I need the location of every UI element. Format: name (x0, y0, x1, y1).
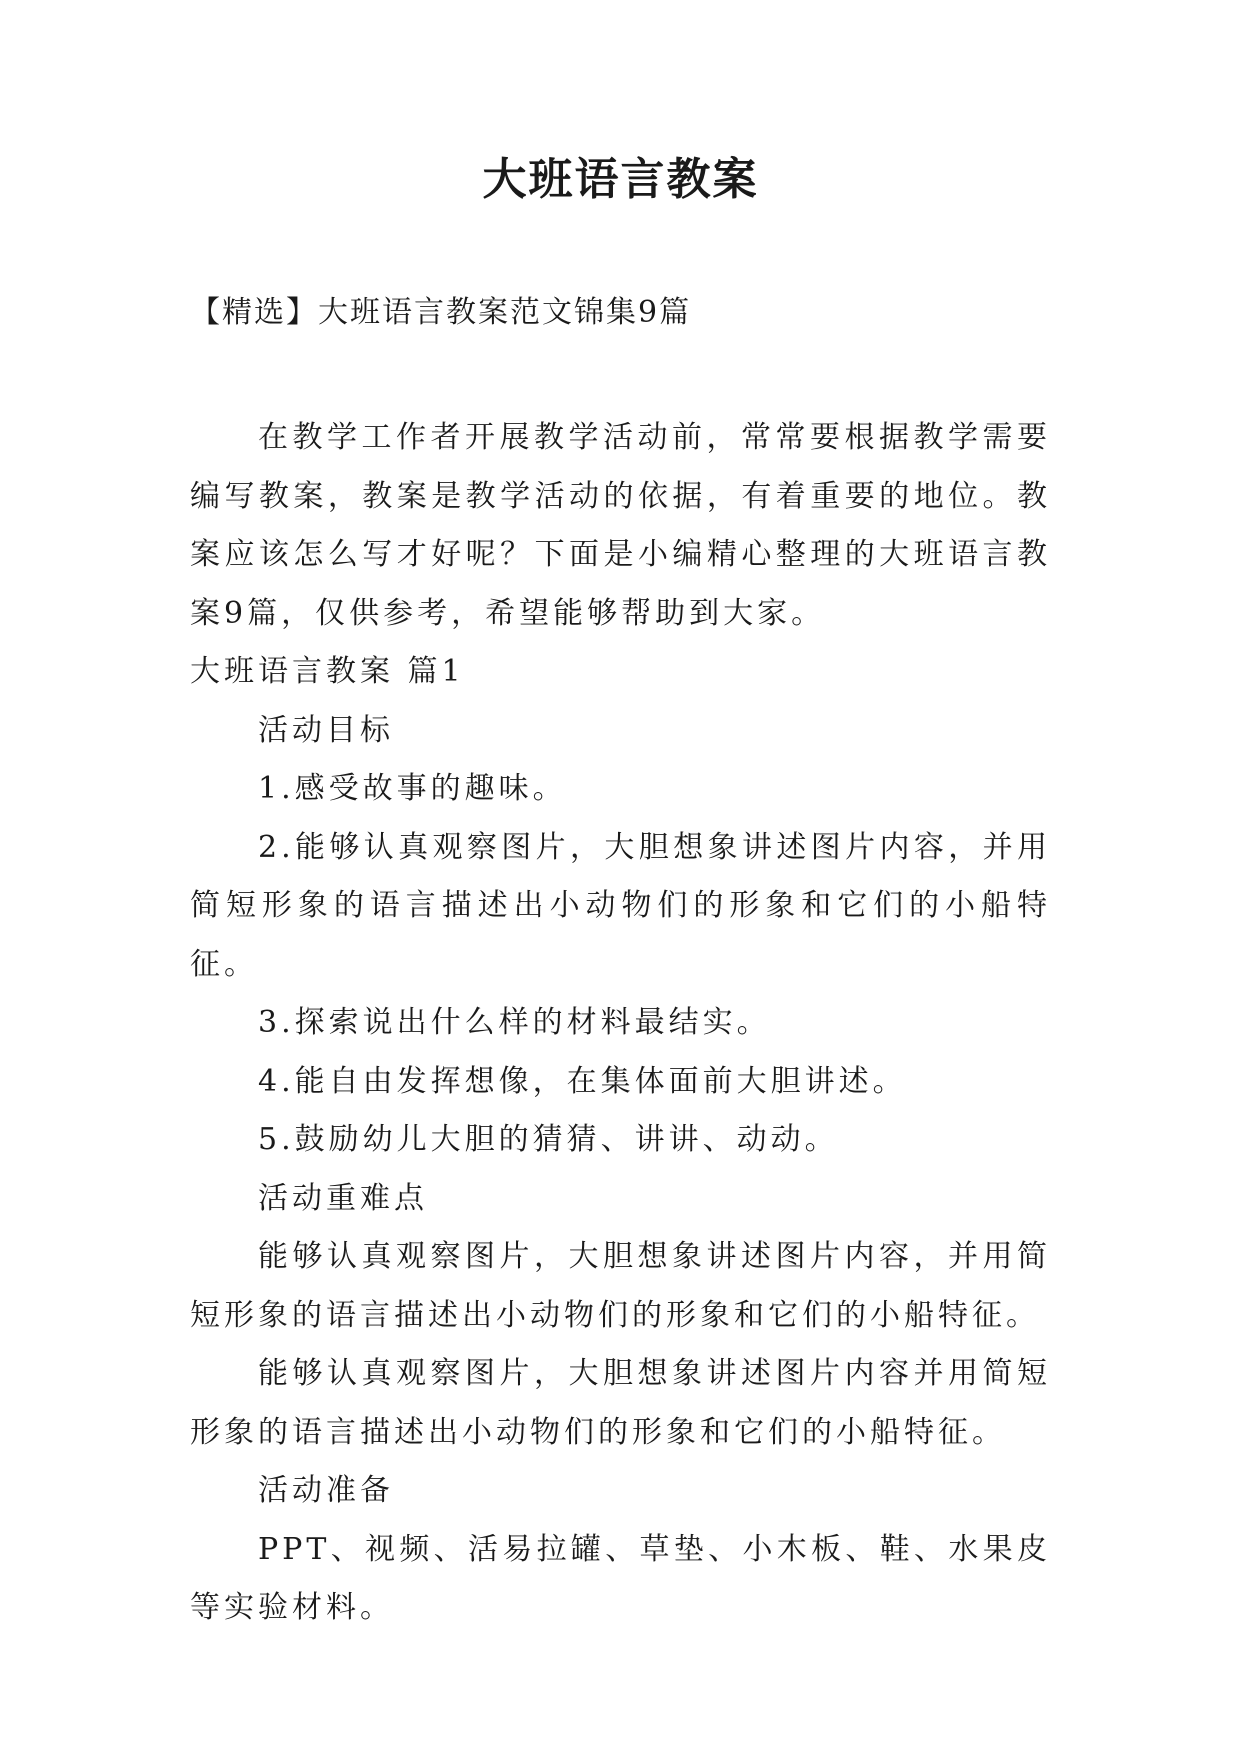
body-paragraph: PPT、视频、活易拉罐、草垫、小木板、鞋、水果皮等实验材料。 (190, 1531, 1051, 1625)
list-item: 4.能自由发挥想像，在集体面前大胆讲述。 (258, 1063, 907, 1099)
section-heading: 大班语言教案 篇1 (190, 654, 465, 689)
body-paragraph: 能够认真观察图片，大胆想象讲述图片内容并用简短形象的语言描述出小动物们的形象和它们的小船特征。 (190, 1356, 1051, 1450)
page-title: 大班语言教案 (482, 154, 759, 205)
intro-paragraph: 在教学工作者开展教学活动前，常常要根据教学需要编写教案，教案是教学活动的依据，有着重要的地位。教案应该怎么写才好呢？下面是小编精心整理的大班语言教案9篇，仅供参考，希望能够帮助到大家。 (190, 420, 1051, 631)
body-paragraph: 能够认真观察图片，大胆想象讲述图片内容，并用简短形象的语言描述出小动物们的形象和它们的小船特征。 (190, 1239, 1051, 1333)
subsection-heading: 活动重难点 (258, 1180, 428, 1216)
document-body (190, 409, 1051, 1638)
list-item: 1.感受故事的趣味。 (258, 771, 567, 806)
list-item: 3.探索说出什么样的材料最结实。 (258, 1005, 771, 1040)
document-subtitle: 【精选】大班语言教案范文锦集9篇 (190, 295, 692, 330)
list-item: 5.鼓励幼儿大胆的猜猜、讲讲、动动。 (258, 1122, 839, 1157)
subsection-heading: 活动目标 (258, 712, 394, 748)
list-item: 2.能够认真观察图片，大胆想象讲述图片内容，并用简短形象的语言描述出小动物们的形象和它们的小船特征。 (190, 829, 1051, 982)
subsection-heading: 活动准备 (258, 1473, 394, 1508)
